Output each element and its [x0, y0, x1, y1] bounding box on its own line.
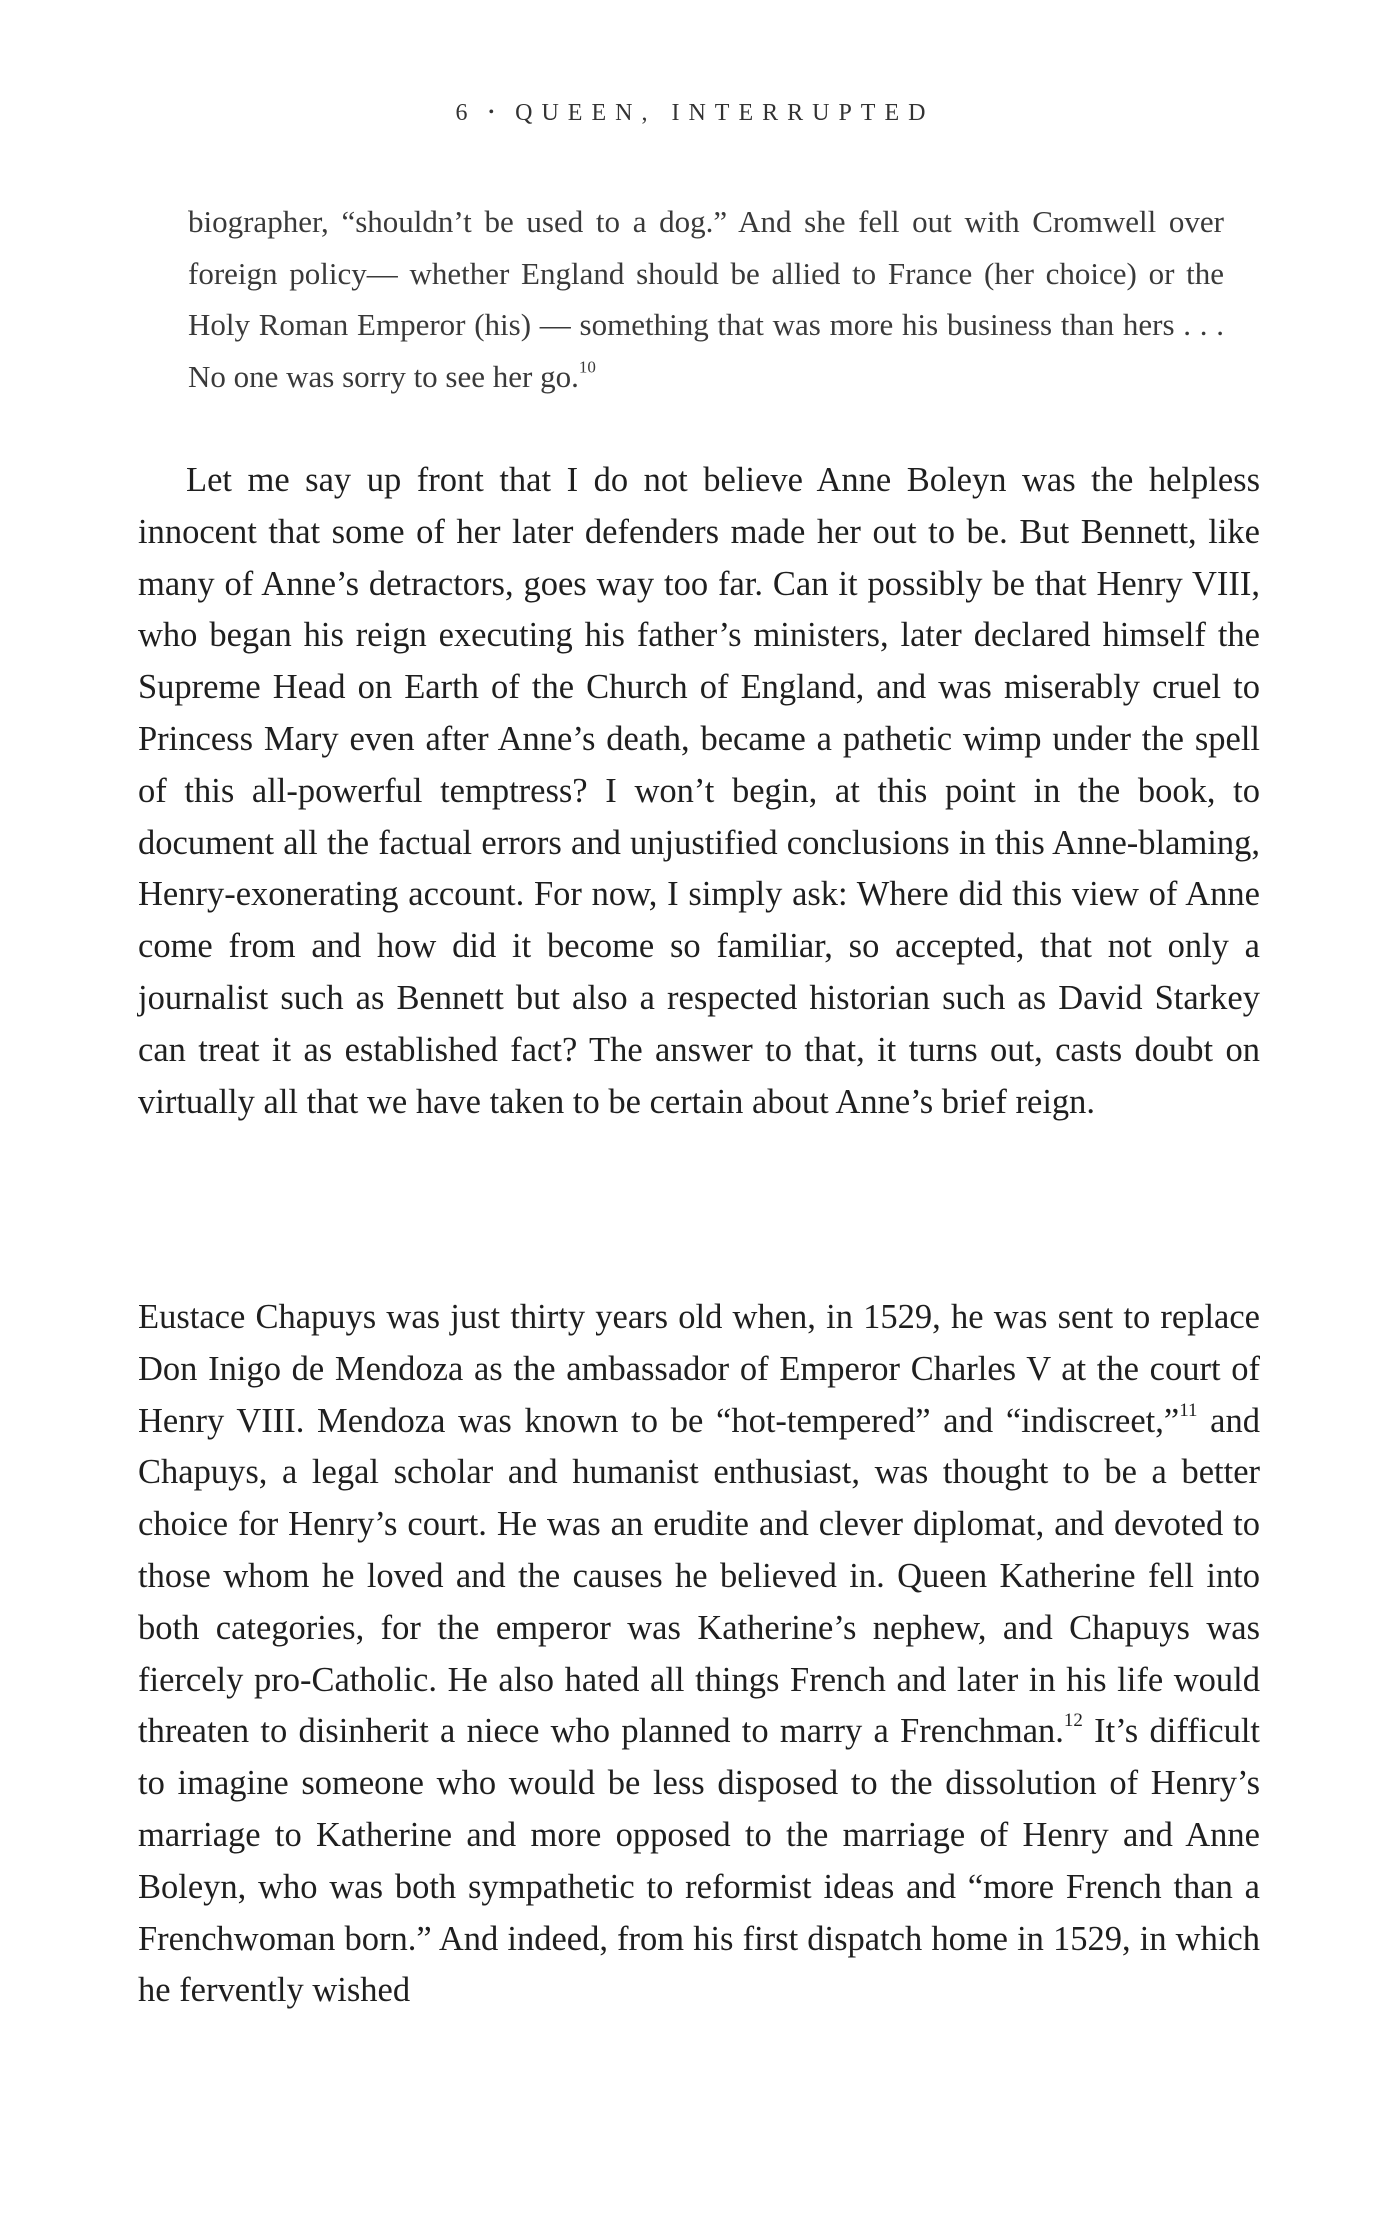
footnote-marker: 11 — [1179, 1399, 1198, 1421]
footnote-marker: 12 — [1063, 1710, 1083, 1732]
footnote-marker: 10 — [578, 357, 596, 377]
body-paragraph — [138, 1292, 1260, 2017]
page-number: 6 — [455, 100, 477, 126]
bullet-separator: • — [488, 104, 504, 121]
paragraph-text: Let me say up front that I do not believe Anne Boleyn was the helpless innocent that some of her later defenders made her out to be. But Bennett, like many of Anne’s detractors, goes way too far. Can it possibly be that Henry VIII, who began his reign executing his father’s ministers, later declared himself the Supreme Head on Earth of the Church of England, and was miserably cruel to Princess Mary even after Anne’s death, became a pathetic wimp under the spell of this all-powerful temptress? I won’t begin, at this point in the book, to document all the factual errors and unjustified conclusions in this Anne-blaming, Henry-exonerating account. For now, I simply ask: Where did this view of Anne come from and how did it become so familiar, so accepted, that not only a journalist such as Bennett but also a respected historian such as David Starkey can treat it as established fact? The answer to that, it turns out, casts doubt on virtually all that we have taken to be certain about Anne’s brief reign. — [138, 461, 1260, 1121]
paragraph-text: and Chapuys, a legal scholar and humanist enthusiast, was thought to be a better choice for Henry’s court. He was an erudite and clever diplomat, and devoted to those whom he loved and the causes he believed in. Queen Katherine fell into both categories, for the emperor was Katherine’s nephew, and Chapuys was fiercely pro-Catholic. He also hated all things French and later in his life would threaten to disinherit a niece who planned to marry a Frenchman. — [138, 1401, 1260, 1751]
book-title: QUEEN, INTERRUPTED — [515, 100, 935, 126]
block-quote-text: biographer, “shouldn’t be used to a dog.” And she fell out with Cromwell over foreign policy— whether England should be allied to France (her choice) or the Holy Roman Emperor (his) — something that was more his business than hers . . . No one was sorry to see her go. — [188, 204, 1224, 394]
block-quote — [188, 196, 1224, 402]
running-head — [0, 100, 1390, 127]
paragraph-text: Eustace Chapuys was just thirty years old when, in 1529, he was sent to replace Don Inigo de Mendoza as the ambassador of Emperor Charles V at the court of Henry VIII. Mendoza was known to be “hot-tempered” and “indiscreet,” — [138, 1298, 1260, 1440]
body-paragraph — [138, 455, 1260, 1128]
paragraph-text: It’s difficult to imagine someone who would be less disposed to the dissolution of Henry’s marriage to Katherine and more opposed to the marriage of Henry and Anne Boleyn, who was both sympathetic to reformist ideas and “more French than a Frenchwoman born.” And indeed, from his first dispatch home in 1529, in which he fervently wished — [138, 1712, 1261, 2010]
